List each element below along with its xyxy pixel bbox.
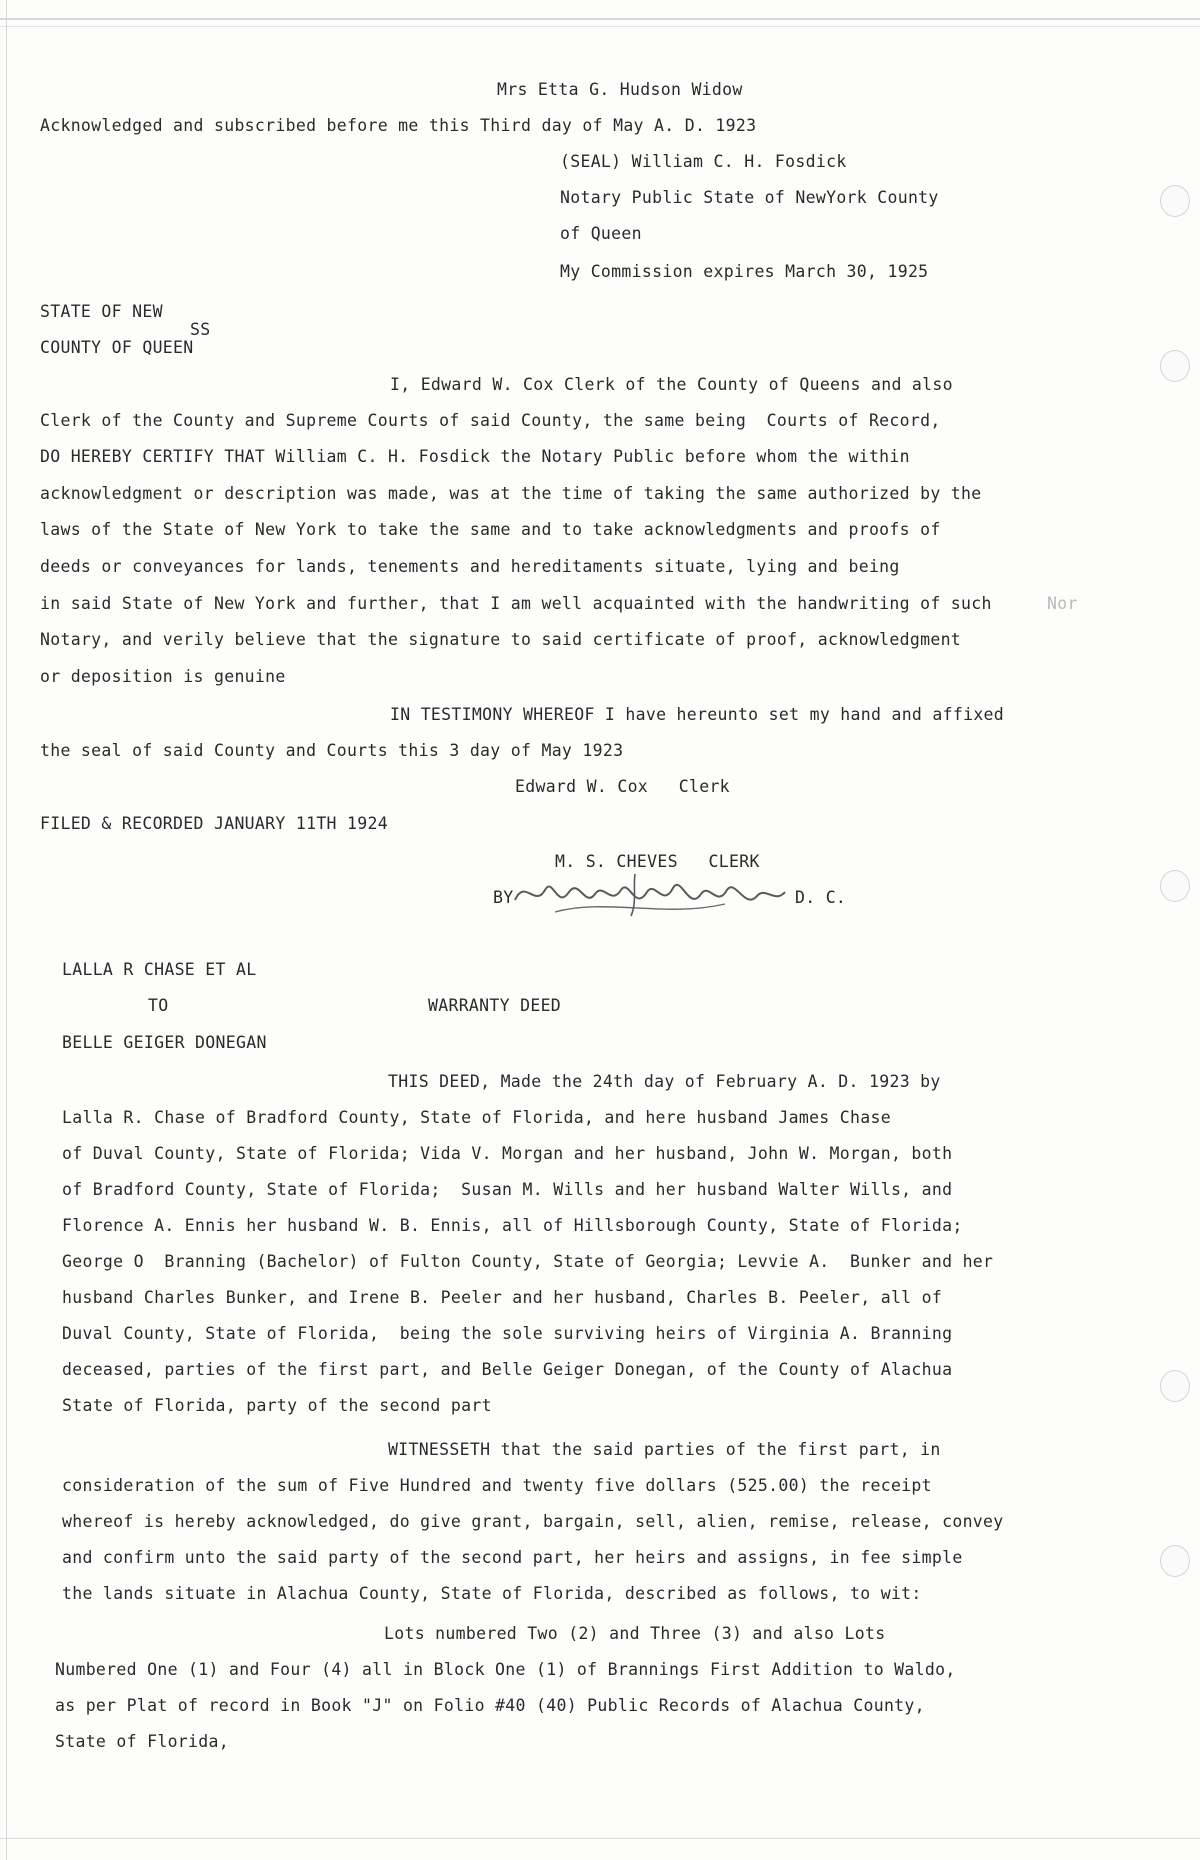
top-rule (0, 18, 1200, 20)
venue-state: STATE OF NEW (40, 302, 163, 321)
testimony-line: the seal of said County and Courts this 3 day of May 1923 (40, 741, 624, 760)
deed-line: the lands situate in Alachua County, State of Florida, described as follows, to wit: (62, 1584, 922, 1603)
acknowledged-line: Acknowledged and subscribed before me this Third day of May A. D. 1923 (40, 116, 757, 135)
recording-by-label: BY (493, 888, 514, 907)
punch-hole-icon (1160, 185, 1190, 217)
recording-clerk-line: M. S. CHEVES CLERK (555, 852, 760, 871)
deed-line: of Duval County, State of Florida; Vida V. Morgan and her husband, John W. Morgan, both (62, 1144, 953, 1163)
certificate-line: I, Edward W. Cox Clerk of the County of Queens and also (390, 375, 953, 394)
notary-title-line: Notary Public State of NewYork County (560, 188, 939, 207)
left-edge (6, 0, 7, 1860)
deed-line: husband Charles Bunker, and Irene B. Peeler and her husband, Charles B. Peeler, all of (62, 1288, 943, 1307)
grantor-line: Mrs Etta G. Hudson Widow (497, 80, 743, 99)
deed-line: THIS DEED, Made the 24th day of February A. D. 1923 by (388, 1072, 941, 1091)
punch-hole-icon (1160, 1545, 1190, 1577)
deed-line: of Bradford County, State of Florida; Susan M. Wills and her husband Walter Wills, and (62, 1180, 953, 1199)
certificate-line: Notary, and verily believe that the signature to said certificate of proof, acknowledgment (40, 630, 962, 649)
seal-notary-line: (SEAL) William C. H. Fosdick (560, 152, 847, 171)
recording-dc-label: D. C. (795, 888, 847, 907)
punch-hole-icon (1160, 350, 1190, 382)
certificate-line: DO HEREBY CERTIFY THAT William C. H. Fosdick the Notary Public before whom the within (40, 447, 910, 466)
clerk-signature-line: Edward W. Cox Clerk (515, 777, 730, 796)
deed-line: Duval County, State of Florida, being the sole surviving heirs of Virginia A. Branning (62, 1324, 953, 1343)
certificate-line: Clerk of the County and Supreme Courts of said County, the same being Courts of Record, (40, 411, 941, 430)
deed-line: Lots numbered Two (2) and Three (3) and also Lots (384, 1624, 886, 1643)
deed-line: Numbered One (1) and Four (4) all in Block One (1) of Brannings First Addition to Waldo, (55, 1660, 956, 1679)
venue-ss: SS (190, 320, 211, 339)
filed-recorded-line: FILED & RECORDED JANUARY 11TH 1924 (40, 814, 388, 833)
certificate-line: acknowledgment or description was made, was at the time of taking the same authorized by the (40, 484, 982, 503)
deed-line: and confirm unto the said party of the second part, her heirs and assigns, in fee simple (62, 1548, 963, 1567)
certificate-line: deeds or conveyances for lands, tenements and hereditaments situate, lying and being (40, 557, 900, 576)
deed-line: George O Branning (Bachelor) of Fulton County, State of Georgia; Levvie A. Bunker and her (62, 1252, 994, 1271)
venue-county: COUNTY OF QUEEN (40, 338, 194, 357)
deed-line: deceased, parties of the first part, and Belle Geiger Donegan, of the County of Alachua (62, 1360, 953, 1379)
deed-grantee: BELLE GEIGER DONEGAN (62, 1033, 267, 1052)
deed-line: State of Florida, (55, 1732, 229, 1751)
deed-grantor: LALLA R CHASE ET AL (62, 960, 257, 979)
bottom-rule (0, 1838, 1200, 1839)
handwritten-signature-icon (495, 868, 795, 920)
certificate-line: in said State of New York and further, that I am well acquainted with the handwriting of such (40, 594, 992, 613)
deed-to: TO (148, 996, 169, 1015)
deed-line: whereof is hereby acknowledged, do give grant, bargain, sell, alien, remise, release, convey (62, 1512, 1004, 1531)
deed-line: as per Plat of record in Book "J" on Folio #40 (40) Public Records of Alachua County, (55, 1696, 925, 1715)
deed-line: Lalla R. Chase of Bradford County, State of Florida, and here husband James Chase (62, 1108, 891, 1127)
punch-hole-icon (1160, 870, 1190, 902)
deed-instrument: WARRANTY DEED (428, 996, 562, 1015)
commission-line: My Commission expires March 30, 1925 (560, 262, 929, 281)
deed-line: State of Florida, party of the second part (62, 1396, 492, 1415)
deed-line: consideration of the sum of Five Hundred and twenty five dollars (525.00) the receipt (62, 1476, 932, 1495)
notary-county-line: of Queen (560, 224, 642, 243)
punch-hole-icon (1160, 1370, 1190, 1402)
margin-fragment: Nor (1047, 594, 1078, 613)
top-rule-secondary (0, 26, 1200, 27)
certificate-line: or deposition is genuine (40, 667, 286, 686)
testimony-line: IN TESTIMONY WHEREOF I have hereunto set my hand and affixed (390, 705, 1005, 724)
certificate-line: laws of the State of New York to take the same and to take acknowledgments and proofs of (40, 520, 941, 539)
deed-line: WITNESSETH that the said parties of the first part, in (388, 1440, 941, 1459)
deed-line: Florence A. Ennis her husband W. B. Ennis, all of Hillsborough County, State of Florida; (62, 1216, 963, 1235)
